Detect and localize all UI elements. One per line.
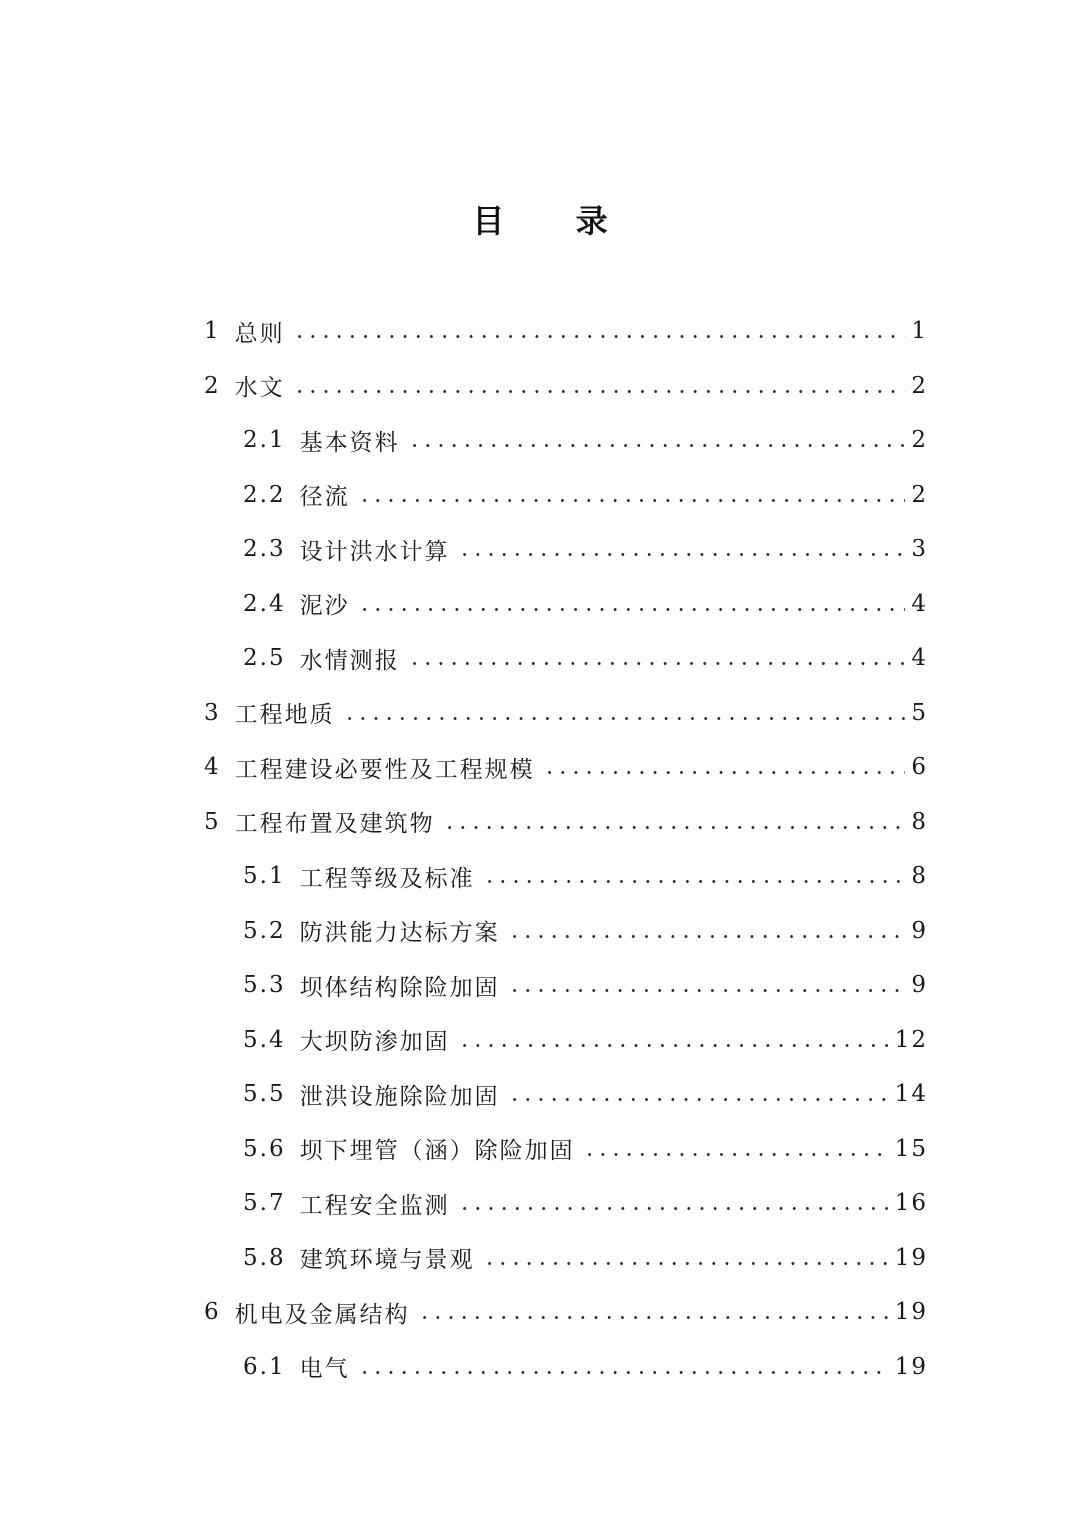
toc-dot-leader (508, 919, 906, 943)
toc-entry-number: 2.4 (243, 590, 286, 617)
toc-dot-leader (358, 483, 906, 507)
toc-dot-leader (543, 755, 906, 779)
toc-entry-number: 2.2 (243, 481, 286, 508)
toc-dot-leader (458, 1028, 889, 1052)
toc-entry-title: 水情测报 (299, 647, 400, 674)
toc-dot-leader (358, 592, 906, 616)
toc-entry-title: 电气 (299, 1356, 350, 1383)
toc-dot-leader (293, 319, 906, 343)
toc-entry-number: 5.5 (243, 1081, 286, 1108)
toc-entry-page: 1 (911, 318, 928, 345)
toc-dot-leader (343, 701, 906, 725)
toc-dot-leader (508, 973, 906, 997)
toc-entry-page: 19 (894, 1353, 928, 1380)
toc-entry[interactable] (0, 522, 1080, 577)
toc-dot-leader (408, 428, 906, 452)
toc-entry-number: 5.1 (243, 863, 286, 890)
toc-entry-page: 14 (894, 1081, 928, 1108)
toc-entry-page: 8 (911, 863, 928, 890)
toc-entry-page: 16 (894, 1190, 928, 1217)
toc-entry-number: 5.7 (243, 1190, 286, 1217)
toc-entry-page: 19 (894, 1299, 928, 1326)
toc-entry[interactable] (0, 904, 1080, 959)
toc-entry-number: 5 (204, 808, 221, 835)
toc-entry-title: 泥沙 (299, 593, 350, 620)
toc-entry-number: 3 (204, 699, 221, 726)
toc-entry-title: 径流 (299, 484, 350, 511)
toc-dot-leader (443, 810, 906, 834)
toc-entry-title: 工程安全监测 (299, 1192, 450, 1219)
toc-entry-title: 工程等级及标准 (299, 865, 475, 892)
toc-entry-number: 6 (204, 1299, 221, 1326)
toc-entry-title: 建筑环境与景观 (299, 1247, 475, 1274)
toc-dot-leader (583, 1137, 889, 1161)
table-of-contents (0, 304, 1080, 1394)
toc-entry-page: 8 (911, 808, 928, 835)
toc-entry-title: 总则 (234, 320, 285, 347)
toc-dot-leader (458, 1191, 889, 1215)
toc-entry[interactable] (0, 686, 1080, 741)
toc-entry[interactable] (0, 631, 1080, 686)
toc-entry-page: 4 (911, 645, 928, 672)
toc-entry-number: 1 (204, 318, 221, 345)
toc-entry-number: 5.4 (243, 1026, 286, 1053)
toc-entry-number: 5.2 (243, 917, 286, 944)
toc-entry-page: 3 (911, 536, 928, 563)
toc-entry-number: 5.6 (243, 1135, 286, 1162)
toc-entry-title: 设计洪水计算 (299, 538, 450, 565)
toc-entry-title: 基本资料 (299, 429, 400, 456)
toc-entry-number: 5.8 (243, 1244, 286, 1271)
toc-dot-leader (293, 374, 906, 398)
toc-dot-leader (408, 646, 906, 670)
toc-entry-page: 2 (911, 481, 928, 508)
toc-dot-leader (458, 537, 906, 561)
toc-entry-number: 2.3 (243, 536, 286, 563)
toc-entry-page: 2 (911, 372, 928, 399)
toc-entry-title: 坝下埋管（涵）除险加固 (299, 1138, 575, 1165)
toc-entry[interactable] (0, 577, 1080, 632)
toc-entry-page: 12 (894, 1026, 928, 1053)
toc-entry-page: 4 (911, 590, 928, 617)
toc-entry-page: 15 (894, 1135, 928, 1162)
toc-entry[interactable] (0, 1013, 1080, 1068)
toc-entry-title: 泄洪设施除险加固 (299, 1083, 500, 1110)
toc-entry[interactable] (0, 795, 1080, 850)
toc-entry-title: 工程建设必要性及工程规模 (234, 756, 535, 783)
toc-entry[interactable] (0, 304, 1080, 359)
toc-dot-leader (358, 1355, 889, 1379)
toc-dot-leader (483, 1246, 889, 1270)
toc-entry-title: 机电及金属结构 (234, 1301, 410, 1328)
toc-entry[interactable] (0, 740, 1080, 795)
page-title: 目 录 (472, 202, 638, 240)
toc-dot-leader (418, 1300, 889, 1324)
toc-entry[interactable] (0, 849, 1080, 904)
toc-entry-page: 5 (911, 699, 928, 726)
toc-entry-number: 5.3 (243, 972, 286, 999)
toc-entry-page: 6 (911, 754, 928, 781)
toc-dot-leader (508, 1082, 889, 1106)
toc-entry-page: 9 (911, 917, 928, 944)
toc-entry[interactable] (0, 1067, 1080, 1122)
toc-entry-title: 工程布置及建筑物 (234, 811, 435, 838)
toc-entry-title: 水文 (234, 375, 285, 402)
toc-dot-leader (483, 864, 906, 888)
toc-entry-page: 9 (911, 972, 928, 999)
toc-entry-page: 2 (911, 427, 928, 454)
toc-entry[interactable] (0, 1285, 1080, 1340)
toc-entry[interactable] (0, 1340, 1080, 1395)
toc-entry-number: 2.5 (243, 645, 286, 672)
toc-entry-number: 4 (204, 754, 221, 781)
toc-entry[interactable] (0, 359, 1080, 414)
toc-entry[interactable] (0, 1231, 1080, 1286)
toc-entry-title: 工程地质 (234, 702, 335, 729)
toc-entry-title: 大坝防渗加固 (299, 1029, 450, 1056)
toc-entry-number: 2.1 (243, 427, 286, 454)
toc-entry-title: 坝体结构除险加固 (299, 974, 500, 1001)
toc-entry-title: 防洪能力达标方案 (299, 920, 500, 947)
toc-entry[interactable] (0, 413, 1080, 468)
toc-entry[interactable] (0, 958, 1080, 1013)
toc-entry[interactable] (0, 468, 1080, 523)
toc-entry-number: 6.1 (243, 1353, 286, 1380)
toc-entry[interactable] (0, 1122, 1080, 1177)
toc-entry-number: 2 (204, 372, 221, 399)
toc-entry[interactable] (0, 1176, 1080, 1231)
toc-entry-page: 19 (894, 1244, 928, 1271)
